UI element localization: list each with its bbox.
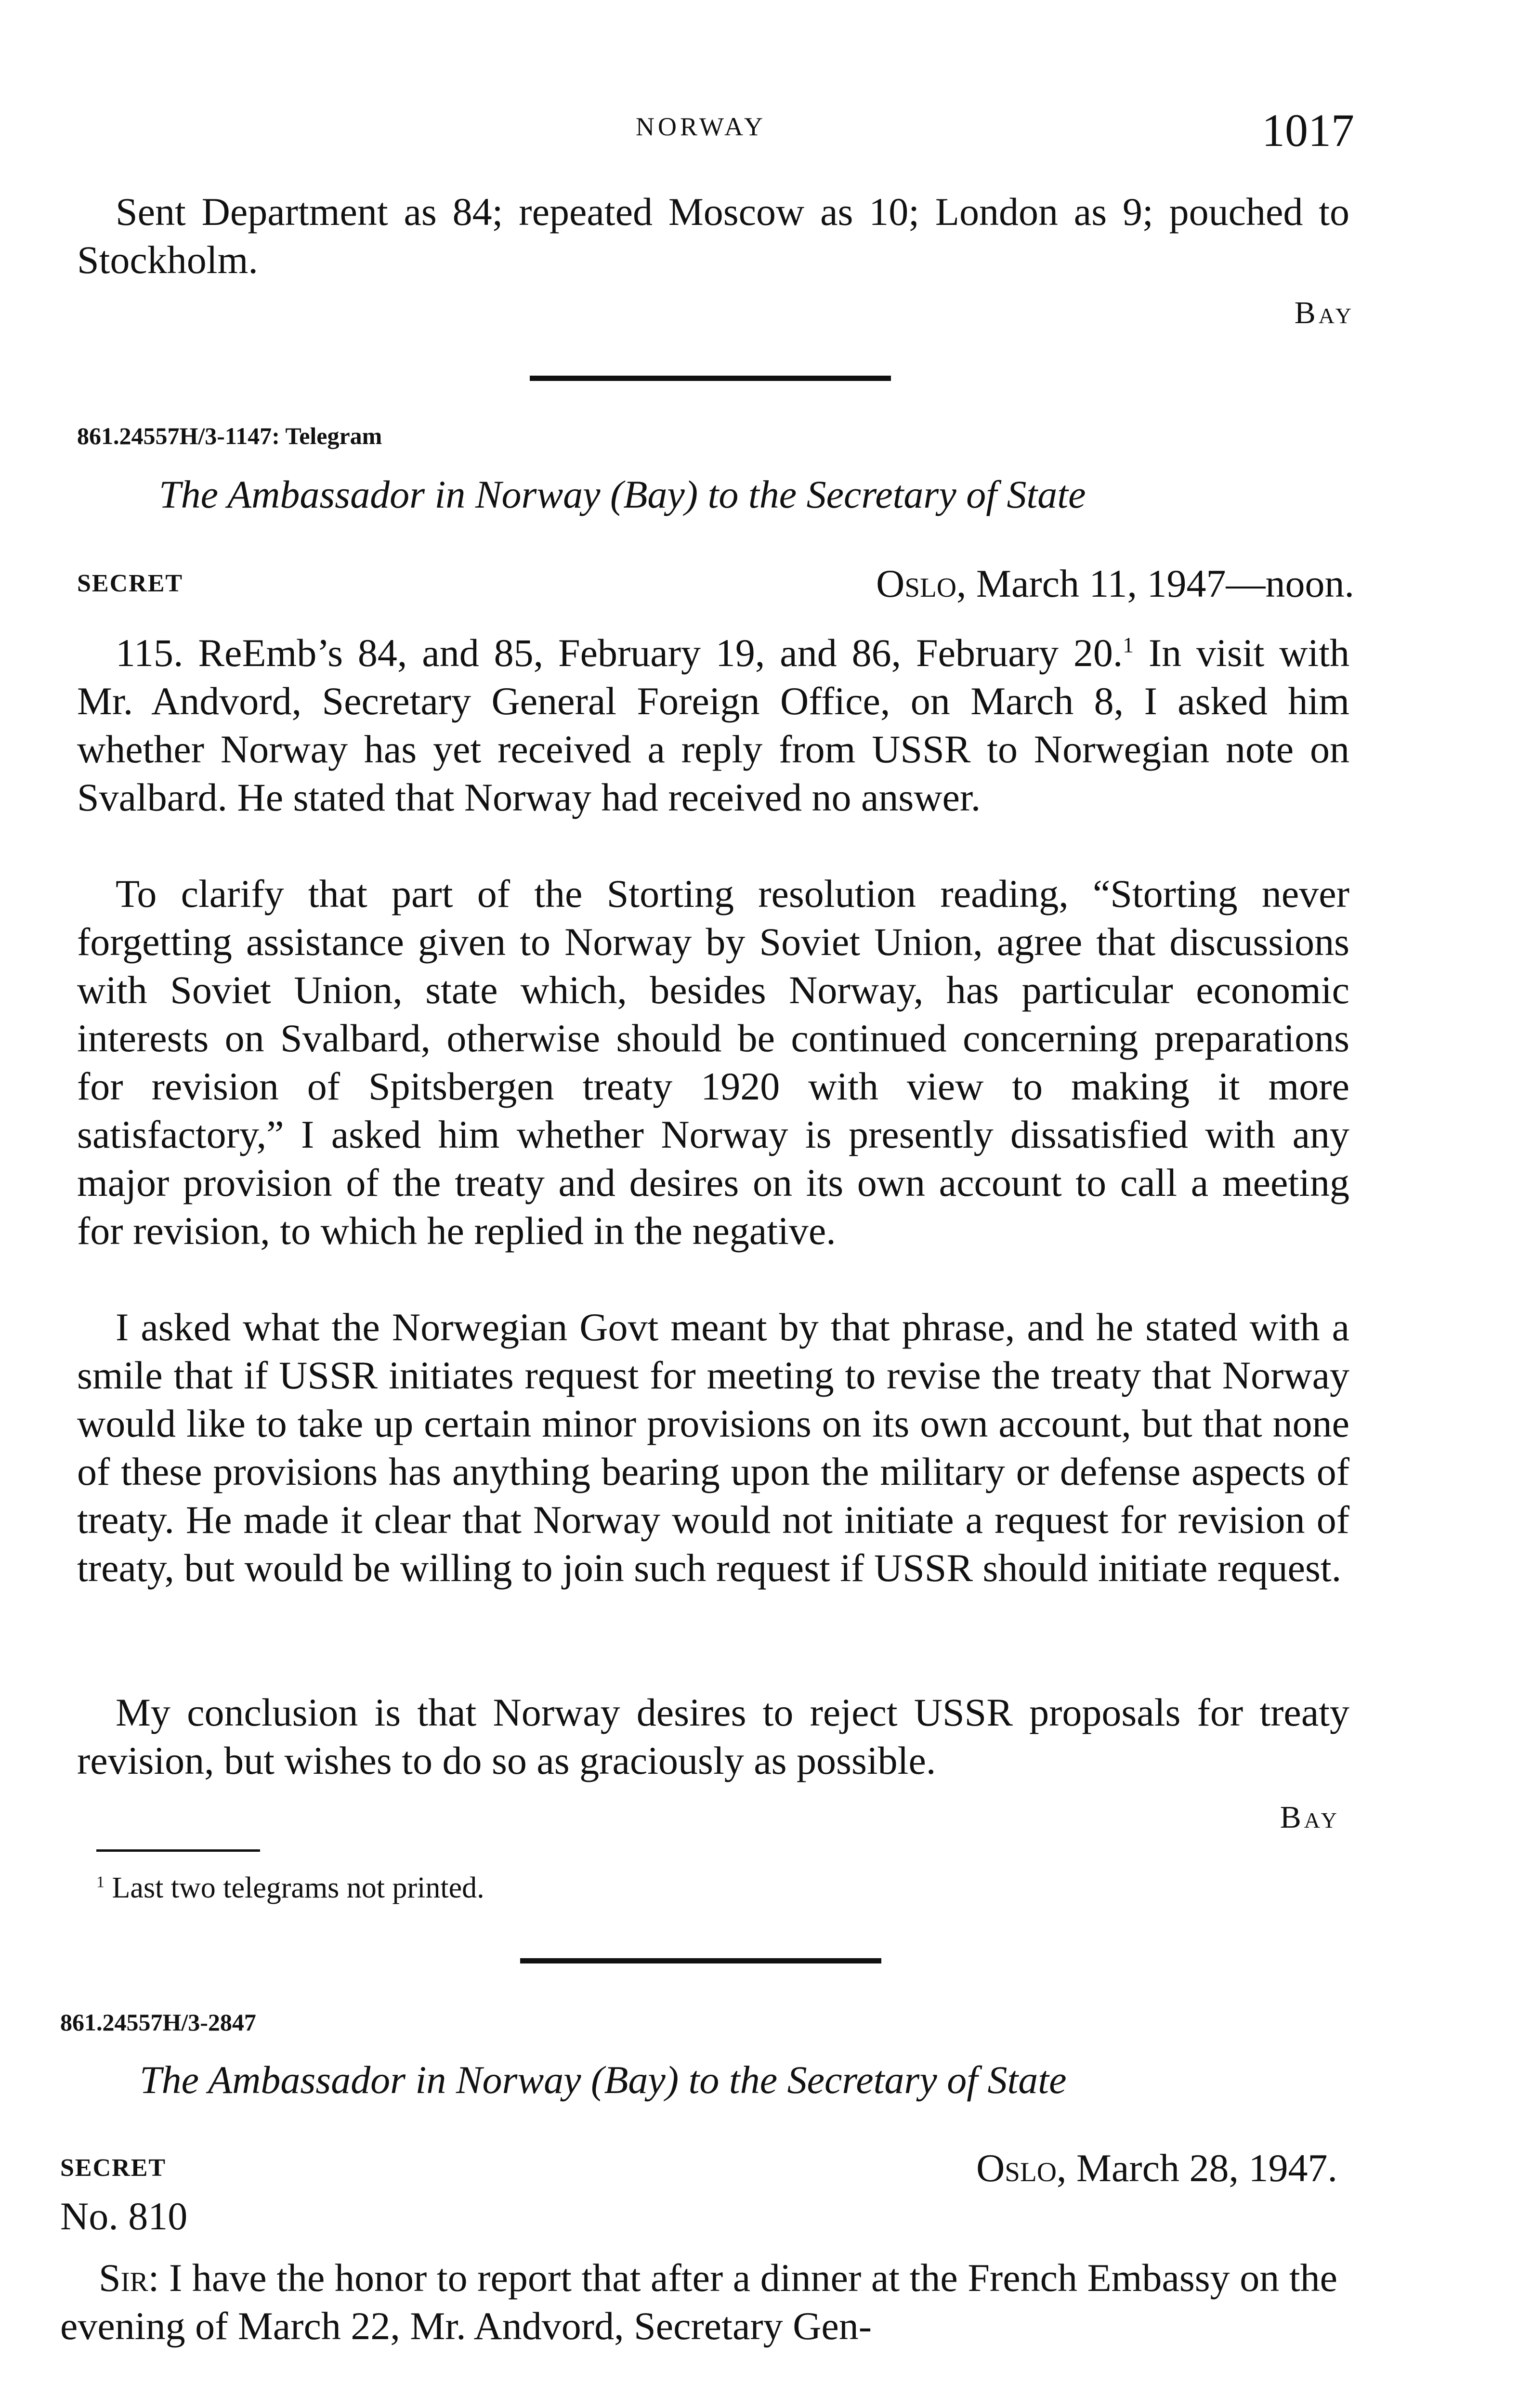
dateline-place: Oslo [876,562,957,605]
footnote-rule [96,1849,260,1852]
doc1-paragraph-1-rest: In visit with Mr. Andvord, Secretary General Foreign Office, on March 8, I asked him whether Norway has yet received a reply from USSR to Norwegian note on Svalbard. He stated that Norway had received no answer. [77,631,1349,819]
document-title-2: The Ambassador in Norway (Bay) to the Secretary of State [140,2058,1067,2102]
doc1-paragraph-1-text: 115. ReEmb’s 84, and 85, February 19, and 86, February 20. [116,631,1123,675]
page-number: 1017 [1262,105,1354,156]
footnote-1 [96,1869,484,1907]
dateline-date: , March 28, 1947. [1056,2146,1337,2190]
previous-document-signature: Bay [1294,295,1354,330]
dateline-2 [976,2146,1337,2191]
doc2-paragraph-1 [60,2254,1337,2350]
dateline-place: Oslo [976,2146,1057,2190]
section-divider [520,1958,881,1963]
footnote-text: Last two telegrams not printed. [112,1871,484,1904]
file-code-number: 861.24557H/3-1147 [77,422,272,449]
doc1-paragraph-3: I asked what the Norwegian Govt meant by that phrase, and he stated with a smile that if USSR initiates request for meeting to revise the treaty that Norway would like to take up certain minor provisions on its own account, but that none of these provisions has anything bearing upon the military or defense aspects of treaty. He made it clear that Norway would not initiate a request for revision of treaty, but would be willing to join such request if USSR should initiate request. [77,1305,1349,1590]
doc2-paragraph-1-text: : I have the honor to report that after a dinner at the French Embassy on the evening of March 22, Mr. Andvord, Secretary Gen- [60,2256,1337,2348]
previous-document-closing: Sent Department as 84; repeated Moscow as 10; London as 9; pouched to Stockholm. [77,190,1349,282]
doc1-paragraph-4: My conclusion is that Norway desires to reject USSR proposals for treaty revision, but wishes to do so as graciously as possible. [77,1690,1349,1782]
doc1-paragraph-2: To clarify that part of the Storting resolution reading, “Storting never forgetting assistance given to Norway by Soviet Union, agree that discussions with Soviet Union, state which, besides Norway, has particular economic interests on Svalbard, otherwise should be continued concerning preparations for revision of Spitsbergen treaty 1920 with view to making it more satisfactory,” I asked him whether Norway is presently dissatisfied with any major provision of the treaty and desires on its own account to call a meeting for revision, to which he replied in the negative. [77,872,1349,1253]
salutation: Sir [99,2256,148,2300]
doc1-signature: Bay [1280,1800,1340,1835]
dateline-date: , March 11, 1947—noon. [956,562,1354,605]
classification-2: SECRET [60,2154,167,2182]
file-code-type: : Telegram [272,422,382,449]
doc1-paragraph-1 [77,629,1349,822]
classification-1: SECRET [77,570,183,597]
footnote-marker: 1 [96,1873,105,1891]
file-code-2: 861.24557H/3-2847 [60,2009,256,2036]
running-title: NORWAY [636,112,767,141]
section-divider [530,376,891,381]
file-code-1 [77,422,382,450]
despatch-number: No. 810 [60,2194,188,2238]
dateline-1 [876,561,1354,606]
document-title-1: The Ambassador in Norway (Bay) to the Secretary of State [159,472,1086,516]
footnote-reference: 1 [1123,633,1134,657]
